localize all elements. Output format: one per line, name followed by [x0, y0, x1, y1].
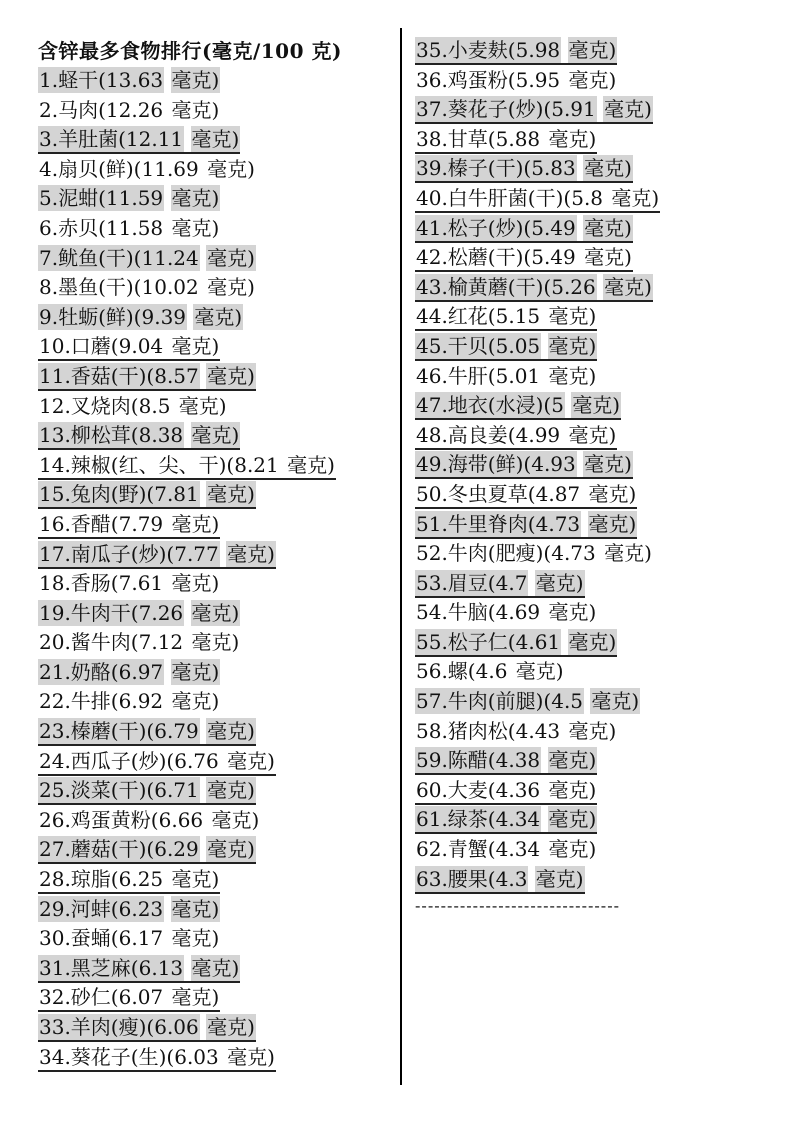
list-item [415, 302, 660, 332]
list-item [415, 184, 660, 214]
list-item [38, 954, 342, 984]
list-item [38, 303, 342, 333]
list-item [415, 243, 660, 273]
item-name-amount: 33.羊肉(瘦)(6.06 [39, 1015, 199, 1039]
item-unit: 毫克) [227, 1044, 275, 1069]
item-name-amount: 2.马肉(12.26 [39, 97, 164, 122]
item-text [38, 1044, 276, 1072]
list-item [38, 480, 342, 510]
item-unit: 毫克) [584, 156, 632, 181]
list-item [38, 125, 342, 155]
item-text [38, 659, 220, 685]
item-name-amount: 53.眉豆(4.7 [416, 570, 528, 595]
item-name-amount: 31.黑芝麻(6.13 [39, 955, 184, 980]
item-unit: 毫克) [584, 215, 632, 240]
list-item [415, 391, 660, 421]
item-unit: 毫克) [584, 452, 632, 477]
item-text [415, 777, 597, 805]
item-text [415, 215, 633, 243]
item-unit: 毫克) [611, 185, 660, 210]
item-text [38, 97, 220, 123]
item-unit: 毫克) [171, 68, 220, 92]
list-item [38, 244, 342, 274]
item-unit: 毫克) [227, 748, 275, 773]
item-name-amount: 21.奶酪(6.97 [39, 659, 164, 684]
item-unit: 毫克) [171, 867, 220, 892]
item-unit: 毫克) [171, 926, 220, 951]
item-unit: 毫克) [604, 97, 652, 122]
item-name-amount: 61.绿茶(4.34 [416, 807, 541, 832]
item-name-amount: 13.柳松茸(8.38 [39, 423, 184, 448]
item-name-amount: 42.松蘑(干)(5.49 [416, 245, 576, 270]
item-unit: 毫克) [191, 630, 240, 655]
list-item [415, 125, 660, 155]
item-name-amount: 60.大麦(4.36 [416, 777, 541, 802]
item-unit: 毫克) [207, 275, 255, 300]
right-column [415, 36, 660, 915]
item-text [415, 67, 617, 93]
item-unit: 毫克) [207, 156, 255, 181]
item-unit: 毫克) [194, 304, 243, 329]
item-text [415, 185, 660, 213]
list-item [38, 1043, 342, 1073]
item-text [38, 925, 220, 951]
item-text [38, 541, 276, 569]
item-text [38, 393, 228, 419]
item-name-amount: 32.砂仁(6.07 [39, 985, 164, 1010]
list-item [38, 628, 342, 658]
list-item [38, 599, 342, 629]
document-title: 含锌最多食物排行(毫克/100 克) [38, 39, 342, 63]
item-name-amount: 17.南瓜子(炒)(7.77 [39, 541, 219, 566]
list-item [38, 273, 342, 303]
item-unit: 毫克) [171, 896, 220, 921]
item-name-amount: 29.河蚌(6.23 [39, 896, 164, 921]
list-item [38, 747, 342, 777]
item-text [38, 274, 256, 300]
item-unit: 毫克) [548, 777, 597, 802]
item-unit: 毫克) [207, 778, 255, 803]
item-name-amount: 8.墨鱼(干)(10.02 [39, 275, 199, 300]
list-item [415, 154, 660, 184]
item-unit: 毫克) [227, 541, 275, 566]
item-name-amount: 23.榛蘑(干)(6.79 [39, 719, 199, 744]
item-unit: 毫克) [211, 807, 260, 832]
item-name-amount: 26.鸡蛋黄粉(6.66 [39, 807, 204, 832]
item-unit: 毫克) [207, 245, 255, 270]
item-name-amount: 57.牛肉(前腿)(4.5 [416, 689, 584, 714]
item-name-amount: 14.辣椒(红、尖、干)(8.21 [39, 452, 279, 477]
item-unit: 毫克) [178, 393, 227, 418]
item-name-amount: 34.葵花子(生)(6.03 [39, 1044, 219, 1069]
item-unit: 毫克) [171, 186, 220, 211]
item-text [415, 747, 597, 775]
item-text [38, 67, 220, 93]
item-unit: 毫克) [171, 689, 220, 714]
item-name-amount: 40.白牛肝菌(干)(5.8 [416, 185, 604, 210]
item-text [415, 658, 565, 684]
list-item [38, 717, 342, 747]
item-name-amount: 58.猪肉松(4.43 [416, 718, 561, 743]
item-text [38, 896, 220, 922]
item-text [415, 274, 653, 302]
item-text [38, 688, 220, 714]
item-unit: 毫克) [584, 245, 632, 270]
item-unit: 毫克) [604, 274, 652, 299]
list-item [38, 806, 342, 836]
list-item [415, 657, 660, 687]
list-item [38, 983, 342, 1013]
list-item [38, 96, 342, 126]
list-item [38, 421, 342, 451]
item-unit: 毫克) [535, 570, 584, 595]
list-item [415, 273, 660, 303]
list-item [415, 835, 660, 865]
item-text [415, 333, 597, 361]
dashed-separator: -------------------------------- [415, 896, 620, 916]
item-unit: 毫克) [548, 304, 597, 329]
item-text [38, 363, 256, 391]
item-name-amount: 54.牛脑(4.69 [416, 600, 541, 625]
item-text [38, 511, 220, 539]
item-text [38, 333, 220, 361]
list-item [38, 658, 342, 688]
item-name-amount: 16.香醋(7.79 [39, 511, 164, 536]
item-name-amount: 28.琼脂(6.25 [39, 867, 164, 892]
list-item [38, 66, 342, 96]
list-item [415, 332, 660, 362]
item-unit: 毫克) [568, 67, 617, 92]
list-item [415, 805, 660, 835]
item-name-amount: 59.陈醋(4.38 [416, 748, 541, 773]
item-text [415, 422, 617, 450]
item-unit: 毫克) [568, 629, 617, 654]
item-text [38, 866, 220, 894]
item-text [38, 629, 240, 655]
item-text [415, 570, 585, 598]
column-divider [400, 28, 402, 1085]
item-text [38, 984, 220, 1012]
item-unit: 毫克) [591, 689, 640, 714]
item-name-amount: 20.酱牛肉(7.12 [39, 630, 184, 655]
item-unit: 毫克) [568, 422, 617, 447]
item-unit: 毫克) [548, 600, 597, 625]
list-item [38, 895, 342, 925]
list-item [415, 36, 660, 66]
item-unit: 毫克) [572, 393, 621, 418]
item-name-amount: 24.西瓜子(炒)(6.76 [39, 748, 219, 773]
item-unit: 毫克) [207, 363, 255, 388]
item-name-amount: 18.香肠(7.61 [39, 571, 164, 596]
item-name-amount: 55.松子仁(4.61 [416, 629, 561, 654]
item-text [415, 511, 637, 539]
item-unit: 毫克) [171, 334, 220, 359]
item-text [415, 688, 640, 714]
item-text [38, 245, 256, 271]
item-text [415, 481, 637, 509]
item-text [38, 304, 243, 330]
item-unit: 毫克) [548, 837, 597, 862]
item-unit: 毫克) [548, 363, 597, 388]
item-text [415, 836, 597, 862]
item-text [38, 570, 220, 596]
list-item [415, 776, 660, 806]
item-name-amount: 7.鱿鱼(干)(11.24 [39, 245, 199, 270]
item-text [38, 1014, 256, 1042]
item-unit: 毫克) [548, 333, 597, 358]
item-name-amount: 45.干贝(5.05 [416, 333, 541, 358]
item-text [38, 955, 240, 983]
list-item [415, 510, 660, 540]
list-item [38, 540, 342, 570]
item-name-amount: 9.牡蛎(鲜)(9.39 [39, 304, 187, 329]
list-item [38, 332, 342, 362]
item-unit: 毫克) [171, 215, 220, 240]
list-item [415, 598, 660, 628]
item-text [415, 155, 633, 183]
item-text [38, 718, 256, 746]
item-unit: 毫克) [171, 659, 220, 684]
item-text [38, 600, 240, 626]
item-text [415, 540, 653, 566]
item-name-amount: 46.牛肝(5.01 [416, 363, 541, 388]
list-item [415, 450, 660, 480]
item-text [415, 806, 597, 834]
list-item [38, 835, 342, 865]
item-unit: 毫克) [191, 600, 240, 625]
list-item [38, 865, 342, 895]
list-item [415, 746, 660, 776]
item-unit: 毫克) [207, 837, 255, 862]
item-name-amount: 38.甘草(5.88 [416, 126, 541, 151]
item-text [38, 748, 276, 776]
item-name-amount: 50.冬虫夏草(4.87 [416, 481, 581, 506]
item-unit: 毫克) [568, 718, 617, 743]
list-item [415, 539, 660, 569]
item-name-amount: 63.腰果(4.3 [416, 866, 528, 891]
item-text [415, 866, 585, 894]
item-name-amount: 6.赤贝(11.58 [39, 215, 164, 240]
item-name-amount: 1.蛏干(13.63 [39, 68, 164, 92]
item-name-amount: 51.牛里脊肉(4.73 [416, 511, 581, 536]
item-name-amount: 39.榛子(干)(5.83 [416, 156, 576, 181]
list-item [38, 451, 342, 481]
item-text [415, 718, 617, 744]
item-name-amount: 25.淡菜(干)(6.71 [39, 778, 199, 803]
list-item [415, 66, 660, 96]
item-name-amount: 47.地衣(水浸)(5 [416, 393, 564, 418]
item-unit: 毫克) [604, 541, 652, 566]
item-text [415, 451, 633, 479]
item-unit: 毫克) [588, 511, 637, 536]
item-unit: 毫克) [548, 807, 597, 832]
item-name-amount: 10.口蘑(9.04 [39, 334, 164, 359]
list-item [415, 717, 660, 747]
item-unit: 毫克) [535, 866, 584, 891]
item-text [38, 156, 256, 182]
item-text [415, 599, 597, 625]
item-unit: 毫克) [171, 511, 220, 536]
item-name-amount: 22.牛排(6.92 [39, 689, 164, 714]
item-unit: 毫克) [207, 482, 255, 507]
item-name-amount: 4.扇贝(鲜)(11.69 [39, 156, 199, 181]
item-text [38, 215, 220, 241]
list-item [38, 362, 342, 392]
item-name-amount: 62.青蟹(4.34 [416, 837, 541, 862]
left-column [38, 36, 342, 1072]
item-unit: 毫克) [548, 748, 597, 773]
item-unit: 毫克) [191, 423, 240, 448]
item-unit: 毫克) [515, 659, 564, 684]
list-item [38, 687, 342, 717]
item-text [38, 126, 240, 154]
list-item [415, 569, 660, 599]
item-text [415, 303, 597, 331]
list-item [415, 865, 660, 895]
list-item [415, 362, 660, 392]
item-name-amount: 49.海带(鲜)(4.93 [416, 452, 576, 477]
item-name-amount: 30.蚕蛹(6.17 [39, 926, 164, 951]
list-item [415, 687, 660, 717]
list-item [415, 95, 660, 125]
list-item [38, 1013, 342, 1043]
item-unit: 毫克) [191, 127, 240, 152]
item-name-amount: 37.葵花子(炒)(5.91 [416, 97, 596, 122]
item-name-amount: 3.羊肚菌(12.11 [39, 127, 184, 152]
list-item [38, 924, 342, 954]
item-text [415, 37, 617, 65]
list-item [38, 214, 342, 244]
item-name-amount: 36.鸡蛋粉(5.95 [416, 67, 561, 92]
item-text [38, 807, 260, 833]
item-text [415, 126, 597, 154]
item-text [415, 392, 621, 420]
item-text [415, 96, 653, 124]
list-item [415, 214, 660, 244]
item-unit: 毫克) [207, 1015, 255, 1039]
item-unit: 毫克) [171, 985, 220, 1010]
item-name-amount: 15.兔肉(野)(7.81 [39, 482, 199, 507]
item-name-amount: 19.牛肉干(7.26 [39, 600, 184, 625]
item-text [38, 777, 256, 805]
item-name-amount: 44.红花(5.15 [416, 304, 541, 329]
item-text [38, 185, 220, 211]
item-text [38, 481, 256, 509]
item-unit: 毫克) [171, 97, 220, 122]
item-name-amount: 48.高良姜(4.99 [416, 422, 561, 447]
item-name-amount: 27.蘑菇(干)(6.29 [39, 837, 199, 862]
item-name-amount: 5.泥蚶(11.59 [39, 186, 164, 211]
list-item [38, 776, 342, 806]
item-name-amount: 43.榆黄蘑(干)(5.26 [416, 274, 596, 299]
list-item [38, 184, 342, 214]
item-name-amount: 41.松子(炒)(5.49 [416, 215, 576, 240]
item-name-amount: 35.小麦麸(5.98 [416, 38, 561, 62]
list-item [38, 392, 342, 422]
item-text [415, 244, 633, 272]
item-text [415, 363, 597, 389]
list-item [415, 480, 660, 510]
item-unit: 毫克) [171, 571, 220, 596]
item-unit: 毫克) [191, 955, 240, 980]
list-item [38, 155, 342, 185]
list-item [38, 510, 342, 540]
item-unit: 毫克) [588, 481, 637, 506]
item-name-amount: 12.叉烧肉(8.5 [39, 393, 171, 418]
item-name-amount: 56.螺(4.6 [416, 659, 508, 684]
item-unit: 毫克) [207, 719, 255, 744]
item-unit: 毫克) [568, 38, 617, 62]
item-text [38, 836, 256, 864]
item-name-amount: 52.牛肉(肥瘦)(4.73 [416, 541, 596, 566]
item-text [415, 629, 617, 657]
item-text [38, 422, 240, 450]
list-item [415, 628, 660, 658]
item-text [38, 452, 336, 480]
item-unit: 毫克) [287, 452, 335, 477]
list-item [415, 421, 660, 451]
list-item [38, 569, 342, 599]
item-name-amount: 11.香菇(干)(8.57 [39, 363, 199, 388]
item-unit: 毫克) [548, 126, 597, 151]
